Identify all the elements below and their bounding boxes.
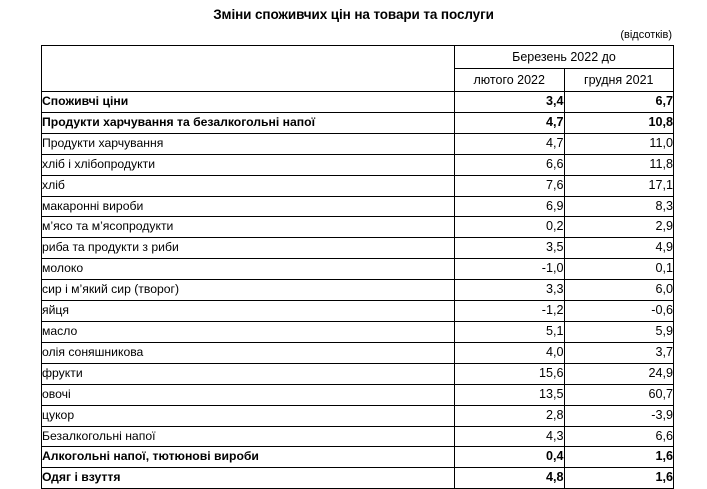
row-value-vs-february: -1,2 <box>455 301 565 322</box>
row-value-vs-december: 24,9 <box>564 363 674 384</box>
row-value-vs-february: 2,8 <box>455 405 565 426</box>
row-value-vs-december: 6,0 <box>564 280 674 301</box>
table-row <box>42 92 674 113</box>
row-value-vs-december: 1,6 <box>564 447 674 468</box>
row-label: хліб і хлібопродукти <box>42 154 455 175</box>
row-value-vs-february: 4,7 <box>455 133 565 154</box>
row-label: Продукти харчування <box>42 133 455 154</box>
row-value-vs-february: -1,0 <box>455 259 565 280</box>
row-label: Споживчі ціни <box>42 92 455 113</box>
header-row-group <box>42 46 674 69</box>
header-subcolumn-1: лютого 2022 <box>455 69 565 92</box>
table-row <box>42 280 674 301</box>
table-row <box>42 468 674 489</box>
row-value-vs-december: 11,8 <box>564 154 674 175</box>
table-row <box>42 154 674 175</box>
table-row <box>42 447 674 468</box>
row-value-vs-december: 0,1 <box>564 259 674 280</box>
row-value-vs-february: 13,5 <box>455 384 565 405</box>
table-row <box>42 133 674 154</box>
table-row <box>42 301 674 322</box>
row-label: Продукти харчування та безалкогольні напої <box>42 112 455 133</box>
table-row <box>42 196 674 217</box>
table-row <box>42 175 674 196</box>
table-row <box>42 321 674 342</box>
row-label: сир і м’який сир (творог) <box>42 280 455 301</box>
row-value-vs-december: 60,7 <box>564 384 674 405</box>
row-value-vs-february: 3,4 <box>455 92 565 113</box>
row-value-vs-december: 11,0 <box>564 133 674 154</box>
table-row <box>42 426 674 447</box>
row-label: Безалкогольні напої <box>42 426 455 447</box>
row-value-vs-february: 4,7 <box>455 112 565 133</box>
row-value-vs-december: 4,9 <box>564 238 674 259</box>
row-label: м’ясо та м’ясопродукти <box>42 217 455 238</box>
page-title: Зміни споживчих цін на товари та послуги <box>213 7 494 22</box>
table-row <box>42 238 674 259</box>
row-value-vs-december: 1,6 <box>564 468 674 489</box>
row-label: масло <box>42 321 455 342</box>
row-value-vs-february: 0,2 <box>455 217 565 238</box>
row-value-vs-february: 5,1 <box>455 321 565 342</box>
row-value-vs-december: 2,9 <box>564 217 674 238</box>
row-value-vs-february: 0,4 <box>455 447 565 468</box>
row-value-vs-february: 15,6 <box>455 363 565 384</box>
row-value-vs-december: -3,9 <box>564 405 674 426</box>
row-label: риба та продукти з риби <box>42 238 455 259</box>
row-label: цукор <box>42 405 455 426</box>
table-row <box>42 405 674 426</box>
table-container <box>41 45 673 489</box>
row-label: овочі <box>42 384 455 405</box>
row-value-vs-february: 6,6 <box>455 154 565 175</box>
row-value-vs-february: 7,6 <box>455 175 565 196</box>
header-subcolumn-2: грудня 2021 <box>564 69 674 92</box>
table-row <box>42 217 674 238</box>
row-label: олія соняшникова <box>42 342 455 363</box>
cpi-table <box>41 45 674 489</box>
row-value-vs-december: 6,7 <box>564 92 674 113</box>
table-row <box>42 259 674 280</box>
table-header <box>42 46 674 92</box>
row-value-vs-february: 4,3 <box>455 426 565 447</box>
table-row <box>42 363 674 384</box>
header-label-column <box>42 46 455 92</box>
row-value-vs-february: 4,0 <box>455 342 565 363</box>
row-label: Алкогольні напої, тютюнові вироби <box>42 447 455 468</box>
table-body <box>42 92 674 489</box>
table-row <box>42 342 674 363</box>
row-value-vs-february: 3,3 <box>455 280 565 301</box>
row-label: фрукти <box>42 363 455 384</box>
row-value-vs-december: 5,9 <box>564 321 674 342</box>
table-row <box>42 112 674 133</box>
units-note: (відсотків) <box>620 29 672 41</box>
row-label: макаронні вироби <box>42 196 455 217</box>
row-label: молоко <box>42 259 455 280</box>
row-value-vs-december: 10,8 <box>564 112 674 133</box>
row-value-vs-december: 6,6 <box>564 426 674 447</box>
row-value-vs-february: 4,8 <box>455 468 565 489</box>
row-value-vs-december: 17,1 <box>564 175 674 196</box>
table-row <box>42 384 674 405</box>
row-value-vs-december: -0,6 <box>564 301 674 322</box>
row-value-vs-december: 8,3 <box>564 196 674 217</box>
header-group-label: Березень 2022 до <box>455 46 674 69</box>
row-label: Одяг і взуття <box>42 468 455 489</box>
row-value-vs-december: 3,7 <box>564 342 674 363</box>
row-label: хліб <box>42 175 455 196</box>
row-label: яйця <box>42 301 455 322</box>
row-value-vs-february: 6,9 <box>455 196 565 217</box>
row-value-vs-february: 3,5 <box>455 238 565 259</box>
